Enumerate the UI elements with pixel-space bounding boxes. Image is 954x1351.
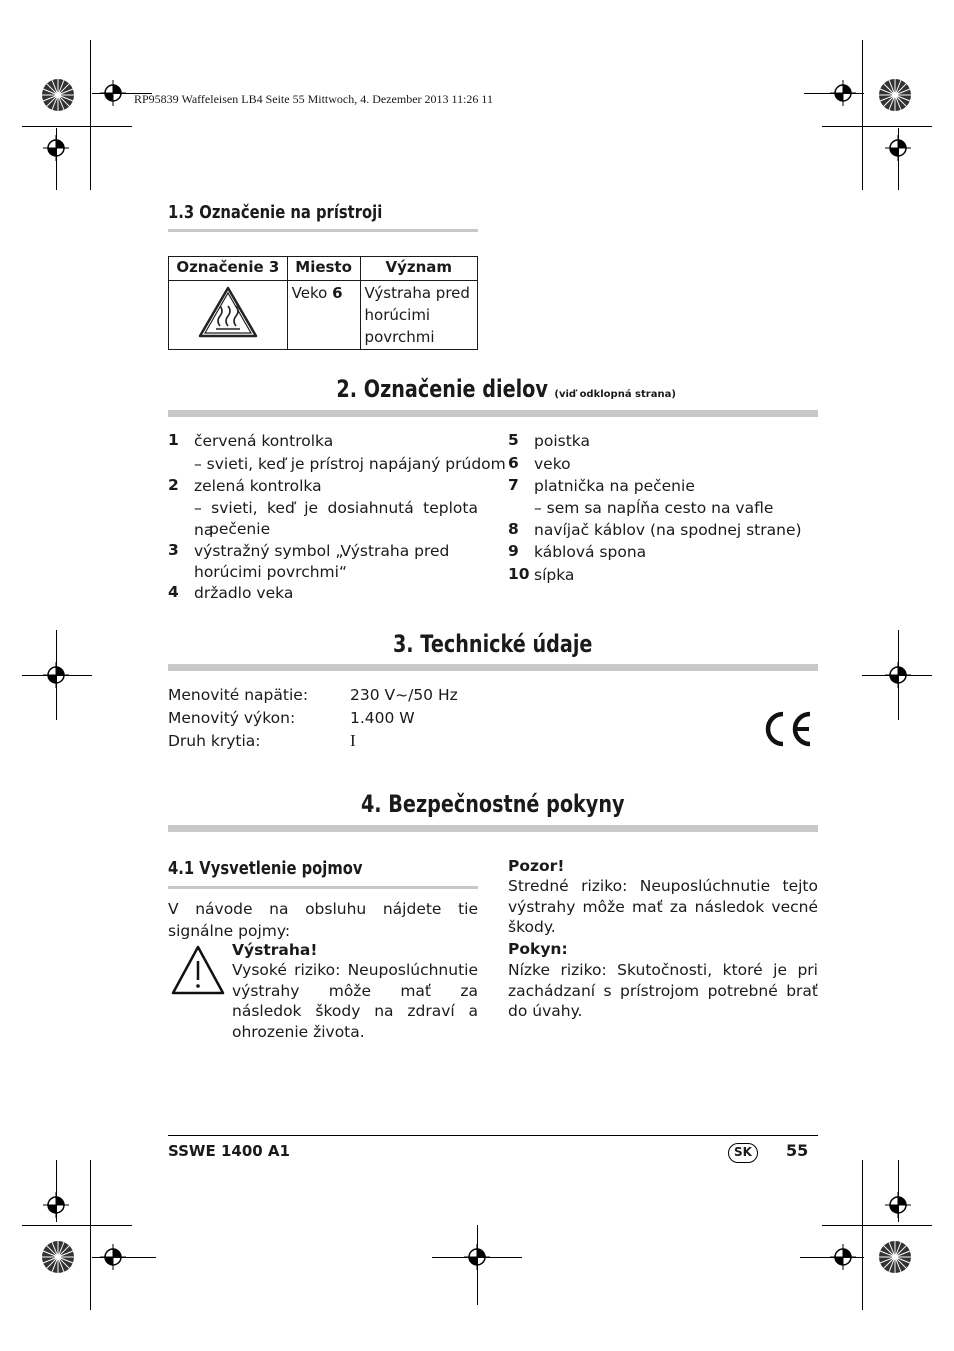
section-3-title: 3. Technické údaje: [393, 630, 593, 658]
registration-mark-icon: [885, 135, 911, 161]
part-detail: – svieti, keď je prístroj napájaný prúdom: [194, 455, 506, 473]
table-header-cell: Význam: [360, 257, 477, 281]
spec-value: I: [350, 731, 356, 750]
spec-label: Menovitý výkon:: [168, 709, 296, 727]
spec-label: Druh krytia:: [168, 732, 261, 750]
registration-mark-icon: [830, 1244, 856, 1270]
part-detail: – svieti, keď je dosiahnutá teplota na: [194, 499, 478, 539]
part-number: 10: [508, 565, 530, 583]
table-header-cell: Označenie 3: [169, 257, 288, 281]
part-detail: pečenie: [209, 520, 271, 538]
section-2-heading: [168, 375, 818, 403]
warning-label: Výstraha!: [232, 941, 318, 959]
part-label: zelená kontrolka: [194, 477, 322, 495]
section-1-3-rule: [168, 229, 478, 232]
part-number: 5: [508, 431, 519, 449]
part-number: 3: [168, 541, 179, 559]
part-number: 9: [508, 542, 519, 560]
ce-mark-icon: [762, 710, 814, 748]
language-badge: SK: [728, 1143, 758, 1163]
meaning-line: Výstraha pred: [364, 284, 470, 302]
registration-mark-icon: [43, 662, 69, 688]
registration-mark-icon: [885, 1192, 911, 1218]
part-detail: – sem sa napĺňa cesto na vafle: [534, 499, 774, 517]
markings-table: [168, 256, 478, 350]
meaning-cell: [360, 281, 477, 350]
registration-mark-icon: [43, 1192, 69, 1218]
markings-table-header-row: [169, 257, 478, 281]
section-2-rule: [168, 410, 818, 417]
part-label: držadlo veka: [194, 584, 294, 602]
section-4-1-title: 4.1 Vysvetlenie pojmov: [168, 858, 363, 879]
registration-mark-icon: [830, 80, 856, 106]
part-label: sípka: [534, 566, 575, 584]
location-number: 6: [332, 284, 343, 302]
table-header-cell: Miesto: [287, 257, 360, 281]
print-header: RP95839 Waffeleisen LB4 Seite 55 Mittwoch, 4. Dezember 2013 11:26 11: [134, 92, 493, 106]
part-number: 8: [508, 520, 519, 538]
spec-value: 1.400 W: [350, 709, 415, 727]
footer-rule: [168, 1135, 818, 1136]
section-2-title: 2. Označenie dielov: [336, 375, 548, 403]
hot-surface-warning-icon: [196, 284, 260, 340]
spec-label: Menovité napätie:: [168, 686, 309, 704]
part-label: horúcimi povrchmi“: [194, 563, 347, 581]
part-number: 4: [168, 583, 179, 601]
meaning-line: horúcimi: [364, 306, 431, 324]
page-number: 55: [786, 1141, 809, 1160]
footer-model: SSWE 1400 A1: [168, 1142, 290, 1160]
section-4-heading: [168, 790, 818, 818]
symbol-cell: [169, 281, 288, 350]
registration-mark-icon: [885, 662, 911, 688]
note-label: Pokyn:: [508, 940, 568, 958]
location-text: Veko: [291, 284, 333, 302]
section-1-3-title: 1.3 Označenie na prístroji: [168, 202, 383, 223]
part-label: navíjač káblov (na spodnej strane): [534, 521, 802, 539]
star-target-mark-icon: [41, 1240, 75, 1274]
section-2-title-note: (viď odklopná strana): [554, 389, 676, 400]
registration-mark-icon: [100, 1244, 126, 1270]
meaning-line: povrchmi: [364, 328, 435, 346]
star-target-mark-icon: [41, 78, 75, 112]
caution-text: Stredné riziko: Neuposlúchnutie tejto výstrahy môže mať za následok vecné škody.: [508, 877, 818, 936]
star-target-mark-icon: [878, 78, 912, 112]
section-3-heading: [168, 630, 818, 658]
section-4-1-rule: [168, 886, 478, 889]
part-label: výstražný symbol „Výstraha pred: [194, 542, 450, 560]
registration-mark-icon: [464, 1244, 490, 1270]
note-text: Nízke riziko: Skutočnosti, ktoré je pri zachádzaní s prístrojom potrebné brať do úvahy.: [508, 961, 818, 1020]
part-label: káblová spona: [534, 543, 647, 561]
part-number: 7: [508, 476, 519, 494]
part-label: červená kontrolka: [194, 432, 334, 450]
section-3-rule: [168, 664, 818, 671]
table-row: [169, 281, 478, 350]
part-label: platnička na pečenie: [534, 477, 695, 495]
registration-mark-icon: [100, 80, 126, 106]
spec-value: 230 V~/50 Hz: [350, 686, 458, 704]
registration-mark-icon: [43, 135, 69, 161]
part-label: veko: [534, 455, 571, 473]
part-number: 2: [168, 476, 179, 494]
signal-words-intro: V návode na obsluhu nájdete tie signálne pojmy:: [168, 900, 478, 940]
part-number: 1: [168, 431, 179, 449]
location-cell: [287, 281, 360, 350]
warning-triangle-icon: [170, 944, 226, 996]
part-number: 6: [508, 454, 519, 472]
caution-label: Pozor!: [508, 857, 565, 875]
section-4-title: 4. Bezpečnostné pokyny: [361, 790, 625, 818]
warning-text: Vysoké riziko: Neuposlúchnutie výstrahy môže mať za následok škody na zdraví a ohrozenie života.: [232, 961, 478, 1041]
section-4-rule: [168, 825, 818, 832]
star-target-mark-icon: [878, 1240, 912, 1274]
part-label: poistka: [534, 432, 590, 450]
